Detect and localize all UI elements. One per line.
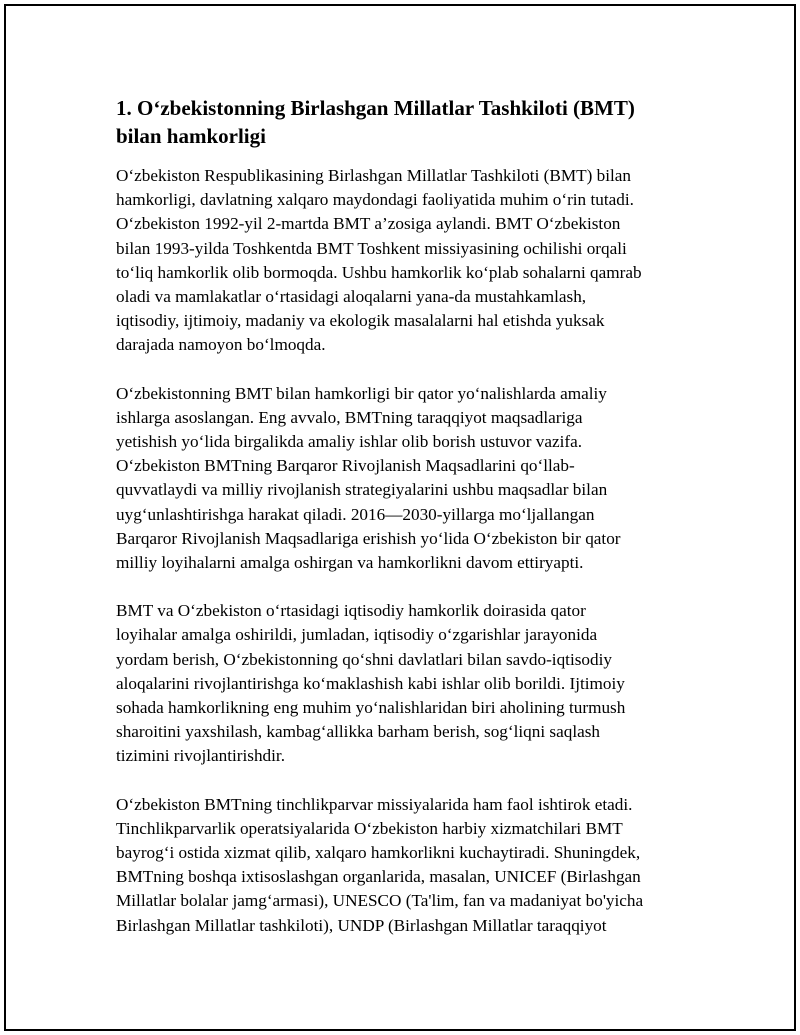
text-line: quvvatlaydi va milliy rivojlanish strategiyalarini ushbu maqsadlar bilan xyxy=(116,480,608,500)
text-line: bilan 1993-yilda Toshkentda BMT Toshkent missiyasining ochilishi orqali xyxy=(116,238,627,258)
text-line: Tinchlikparvarlik operatsiyalarida O‘zbekiston harbiy xizmatchilari BMT xyxy=(116,818,623,838)
text-line: uyg‘unlashtirishga harakat qiladi. 2016—2030-yillarga mo‘ljallangan xyxy=(116,504,595,524)
text-line: ishlarga asoslangan. Eng avvalo, BMTning taraqqiyot maqsadlariga xyxy=(116,407,583,427)
text-line: loyihalar amalga oshirildi, jumladan, iqtisodiy o‘zgarishlar jarayonida xyxy=(116,625,598,645)
text-line: Barqaror Rivojlanish Maqsadlariga erishish yo‘lida O‘zbekiston bir qator xyxy=(116,528,621,548)
text-line: aloqalarini rivojlantirishga ko‘maklashish kabi ishlar olib borildi. Ijtimoiy xyxy=(116,673,625,693)
paragraph-4 xyxy=(116,793,686,938)
text-line: O‘zbekiston Respublikasining Birlashgan Millatlar Tashkiloti (BMT) bilan xyxy=(116,166,631,185)
text-line: Millatlar bolalar jamg‘armasi), UNESCO (Ta'lim, fan va madaniyat bo'yicha xyxy=(116,891,644,911)
text-line: milliy loyihalarni amalga oshirgan va hamkorlikni davom ettiryapti. xyxy=(116,553,584,573)
text-line: oladi va mamlakatlar o‘rtasidagi aloqalarni yana-da mustahkamlash, xyxy=(116,287,587,307)
text-line: O‘zbekiston BMTning tinchlikparvar missiyalarida ham faol ishtirok etadi. xyxy=(116,794,633,814)
text-line: Birlashgan Millatlar tashkiloti), UNDP (Birlashgan Millatlar taraqqiyot xyxy=(116,915,607,935)
text-line: yordam berish, O‘zbekistonning qo‘shni davlatlari bilan savdo-iqtisodiy xyxy=(116,649,612,669)
document-body xyxy=(116,94,686,962)
text-line: O‘zbekistonning BMT bilan hamkorligi bir qator yo‘nalishlarda amaliy xyxy=(116,383,607,403)
section-heading xyxy=(116,94,686,150)
text-line: hamkorligi, davlatning xalqaro maydondagi faoliyatida muhim o‘rin tutadi. xyxy=(116,190,634,210)
text-line: iqtisodiy, ijtimoiy, madaniy va ekologik masalalarni hal etishda yuksak xyxy=(116,311,605,331)
text-line: sohada hamkorlikning eng muhim yo‘nalishlaridan biri aholining turmush xyxy=(116,698,626,718)
text-line: darajada namoyon bo‘lmoqda. xyxy=(116,335,326,355)
text-line: tizimini rivojlantirishdir. xyxy=(116,746,285,766)
text-line: bayrog‘i ostida xizmat qilib, xalqaro hamkorlikni kuchaytiradi. Shuningdek, xyxy=(116,843,641,863)
paragraph-3 xyxy=(116,599,686,768)
text-line: yetishish yo‘lida birgalikda amaliy ishlar olib borish ustuvor vazifa. xyxy=(116,432,583,452)
heading-line: 1. O‘zbekistonning Birlashgan Millatlar Tashkiloti (BMT) xyxy=(116,96,635,120)
text-line: sharoitini yaxshilash, kambag‘allikka barham berish, sog‘liqni saqlash xyxy=(116,722,601,742)
text-line: O‘zbekiston BMTning Barqaror Rivojlanish Maqsadlarini qo‘llab- xyxy=(116,456,575,476)
text-line: to‘liq hamkorlik olib bormoqda. Ushbu hamkorlik ko‘plab sohalarni qamrab xyxy=(116,262,642,282)
text-line: BMT va O‘zbekiston o‘rtasidagi iqtisodiy hamkorlik doirasida qator xyxy=(116,601,586,621)
text-line: O‘zbekiston 1992-yil 2-martda BMT a’zosiga aylandi. BMT O‘zbekiston xyxy=(116,214,621,234)
heading-line: bilan hamkorligi xyxy=(116,124,266,148)
paragraph-2 xyxy=(116,382,686,576)
text-line: BMTning boshqa ixtisoslashgan organlarida, masalan, UNICEF (Birlashgan xyxy=(116,867,641,887)
paragraph-1 xyxy=(116,164,686,358)
